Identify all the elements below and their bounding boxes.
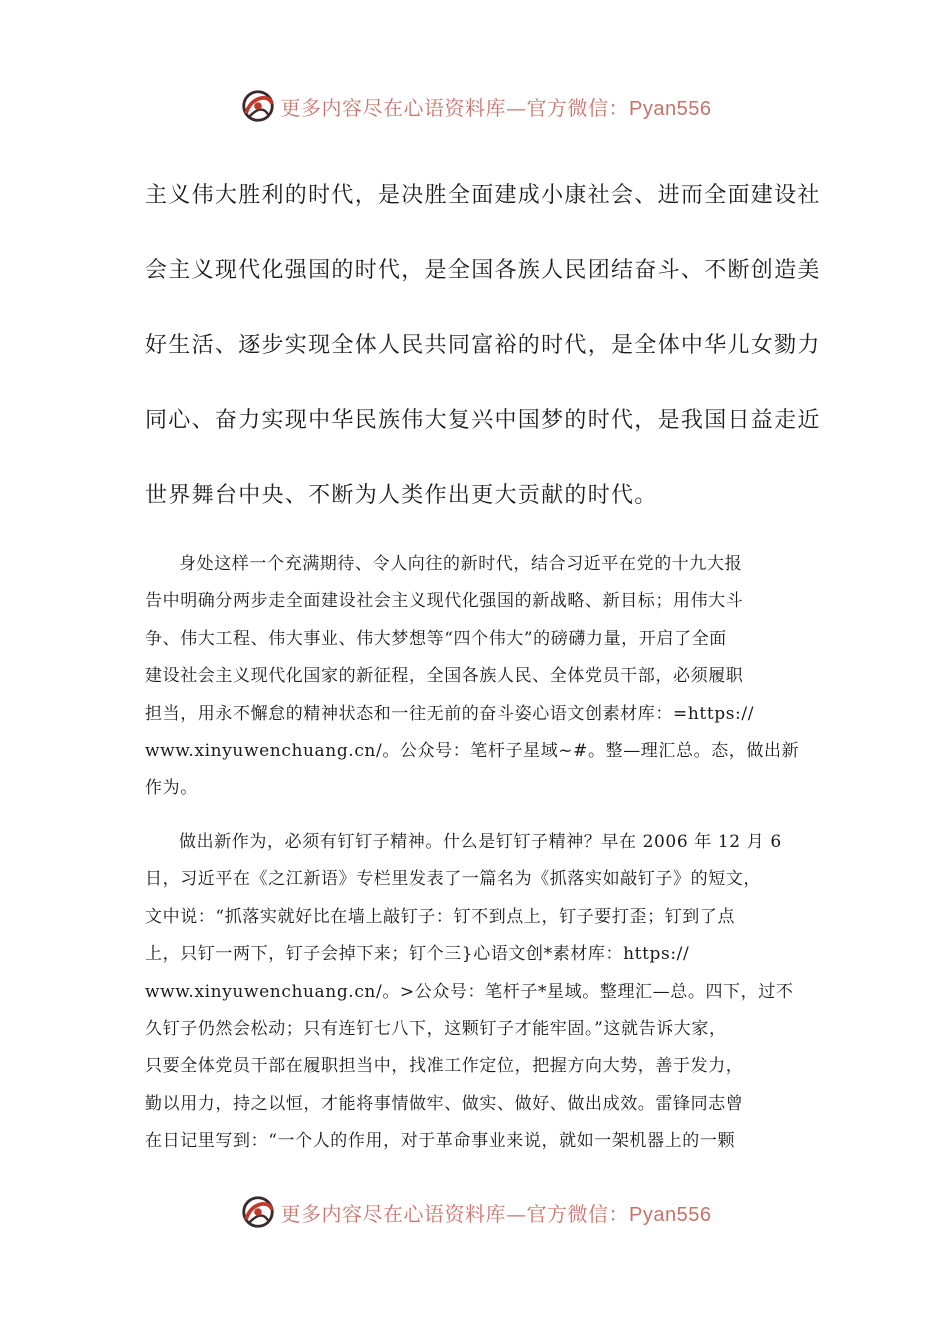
header-banner-content xyxy=(239,87,712,125)
banner-wechat-id: Pyan556 xyxy=(629,97,712,120)
paragraph-line: 只要全体党员干部在履职担当中，找准工作定位，把握方向大势，善于发力， xyxy=(145,1056,744,1077)
footer-banner-content xyxy=(239,1193,712,1231)
header-banner xyxy=(0,84,950,128)
footer-banner xyxy=(0,1190,950,1234)
body-paragraph-1 xyxy=(145,546,805,808)
paragraph-line: 久钉子仍然会松动；只有连钉七八下，这颗钉子才能牢固。”这就告诉大家， xyxy=(145,1018,727,1039)
intro-line: 同心、奋力实现中华民族伟大复兴中国梦的时代，是我国日益走近 xyxy=(145,408,821,433)
swirl-logo-icon xyxy=(239,1193,277,1231)
paragraph-line: 做出新作为，必须有钉钉子精神。什么是钉钉子精神？早在 2006 年 12 月 6 xyxy=(179,832,782,852)
paragraph-line: 身处这样一个充满期待、令人向往的新时代，结合习近平在党的十九大报 xyxy=(179,554,743,574)
banner-wechat-label: 官方微信： xyxy=(526,95,630,120)
intro-paragraph xyxy=(145,160,821,535)
banner-separator: — xyxy=(506,1201,527,1226)
swirl-logo-icon xyxy=(239,87,277,125)
paragraph-line: 在日记里写到：“一个人的作用，对于革命事业来说，就如一架机器上的一颗 xyxy=(145,1131,736,1152)
paragraph-line: www.xinyuwenchuang.cn/。公众号：笔杆子星域~#。整—理汇总。态，做出新 xyxy=(145,740,800,761)
paragraph-line: 上，只钉一两下，钉子会掉下来；钉个三}心语文创*素材库：https:// xyxy=(145,944,690,965)
paragraph-line: 告中明确分两步走全面建设社会主义现代化强国的新战略、新目标；用伟大斗 xyxy=(145,591,744,612)
paragraph-line: 担当，用永不懈怠的精神状态和一往无前的奋斗姿心语文创素材库：=https:// xyxy=(145,703,755,724)
banner-separator: — xyxy=(506,95,527,120)
paragraph-line: 日，习近平在《之江新语》专栏里发表了一篇名为《抓落实如敲钉子》的短文， xyxy=(145,869,761,890)
banner-brand: 更多内容尽在心语资料库 xyxy=(280,1201,507,1226)
banner-text xyxy=(281,92,712,121)
intro-line: 会主义现代化强国的时代，是全国各族人民团结奋斗、不断创造美 xyxy=(145,258,821,283)
paragraph-line: 勤以用力，持之以恒，才能将事情做牢、做实、做好、做出成效。雷锋同志曾 xyxy=(145,1093,744,1114)
banner-brand: 更多内容尽在心语资料库 xyxy=(280,95,507,120)
intro-line: 主义伟大胜利的时代，是决胜全面建成小康社会、进而全面建设社 xyxy=(145,183,821,208)
paragraph-line: 建设社会主义现代化国家的新征程，全国各族人民、全体党员干部，必须履职 xyxy=(145,666,744,687)
paragraph-line: www.xinyuwenchuang.cn/。>公众号：笔杆子*星域。整理汇—总。四下，过不 xyxy=(145,981,794,1002)
paragraph-line: 作为。 xyxy=(145,778,198,799)
paragraph-line: 争、伟大工程、伟大事业、伟大梦想等“四个伟大”的磅礴力量，开启了全面 xyxy=(145,628,727,649)
intro-line: 好生活、逐步实现全体人民共同富裕的时代，是全体中华儿女勠力 xyxy=(145,333,821,358)
banner-wechat-id: Pyan556 xyxy=(629,1203,712,1226)
banner-wechat-label: 官方微信： xyxy=(526,1201,630,1226)
paragraph-line: 文中说：“抓落实就好比在墙上敲钉子：钉不到点上，钉子要打歪；钉到了点 xyxy=(145,906,736,927)
banner-text xyxy=(281,1198,712,1227)
intro-line: 世界舞台中央、不断为人类作出更大贡献的时代。 xyxy=(145,483,658,508)
body-paragraph-2 xyxy=(145,824,805,1161)
